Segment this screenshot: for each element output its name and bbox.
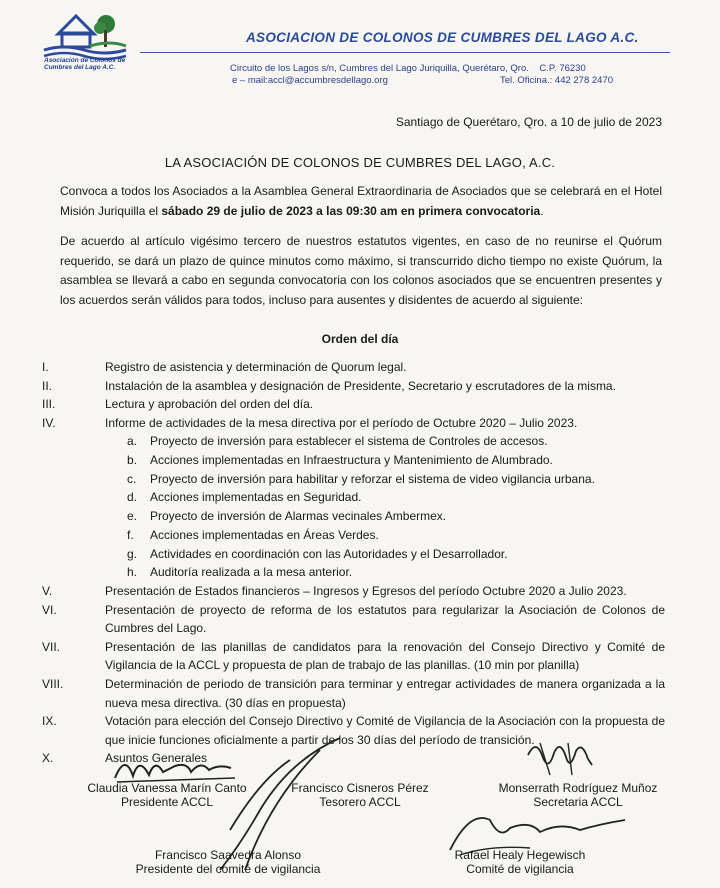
signatory-role: Comité de vigilancia — [466, 862, 574, 876]
signatory-presidente-vigilancia — [118, 848, 338, 876]
signatory-name: Claudia Vanessa Marín Canto — [87, 781, 247, 795]
agenda-item: III. Lectura y aprobación del orden del día. — [42, 397, 314, 412]
signatory-name: Francisco Saavedra Alonso — [154, 848, 302, 862]
agenda-subitem: d. Acciones implementadas en Seguridad. — [127, 490, 362, 505]
contact-line — [232, 75, 614, 86]
date-line: Santiago de Querétaro, Qro. a 10 de julio de 2023 — [395, 115, 662, 129]
association-logo-icon — [40, 6, 130, 84]
agenda-subitem: g. Actividades en coordinación con las Autoridades y el Desarrollador. — [127, 546, 508, 561]
email-text: e – mail:accl@accumbresdellago.org — [232, 75, 388, 86]
signatory-name: Monserrath Rodríguez Muñoz — [498, 781, 658, 795]
agenda-item: X. Asuntos Generales — [42, 751, 208, 766]
convocation-lead: Convoca a todos los Asociados a la Asamblea General Extraordinaria de Asociados que se celebrará en el Hotel Misión Juriquilla el — [60, 184, 662, 218]
convocation-paragraph — [60, 182, 662, 221]
agenda-subitem: a. Proyecto de inversión para establecer el sistema de Controles de accesos. — [127, 434, 548, 449]
agenda-subitem: f. Acciones implementadas en Áreas Verdes. — [127, 527, 379, 542]
logo-caption: Asociación de Colonos de Cumbres del Lago A.C. — [44, 57, 126, 71]
document-heading: LA ASOCIACIÓN DE COLONOS DE CUMBRES DEL LAGO, A.C. — [164, 155, 556, 170]
agenda-item: II. Instalación de la asamblea y designación de Presidente, Secretario y escrutadores de la misma. — [42, 378, 616, 393]
agenda-item: VIII. Determinación de periodo de transición para terminar y entregar actividades de manera organizada a la nueva mesa directiva. (30 días en propuesta) — [42, 676, 665, 710]
signatory-name: Francisco Cisneros Pérez — [291, 781, 429, 795]
agenda-subitem: c. Proyecto de inversión para habilitar y reforzar el sistema de video vigilancia urbana. — [127, 471, 595, 486]
agenda-subitem: b. Acciones implementadas en Infraestructura y Mantenimiento de Alumbrado. — [127, 453, 553, 468]
agenda-subitem: e. Proyecto de inversión de Alarmas vecinales Ambermex. — [127, 509, 447, 524]
signatory-comite-vigilancia — [430, 848, 610, 876]
signatory-secretaria — [468, 781, 688, 809]
signatory-role: Presidente del comité de vigilancia — [135, 862, 321, 876]
signatory-role: Tesorero ACCL — [319, 795, 401, 809]
agenda-item: IV. Informe de actividades de la mesa directiva por el período de Octubre 2020 – Julio 2023. — [42, 415, 578, 430]
agenda-item: IX. Votación para elección del Consejo Directivo y Comité de Vigilancia de la Asociación con la propuesta de que inicie funciones oficialmente a partir de los 30 días del período de transición. — [42, 714, 665, 747]
signature-secretaria-icon — [520, 735, 600, 780]
signatory-role: Secretaria ACCL — [533, 795, 623, 809]
header-divider — [140, 52, 670, 53]
agenda-item: V. Presentación de Estados financieros – Ingresos y Egresos del período Octubre 2020 a Julio 2023. — [42, 584, 627, 598]
organization-title: ASOCIACION DE COLONOS DE CUMBRES DEL LAGO A.C. — [246, 30, 639, 45]
agenda-list — [0, 358, 720, 768]
convocation-tail: . — [540, 203, 544, 218]
agenda-subitem: h. Auditoría realizada a la mesa anterior. — [127, 565, 353, 580]
agenda-item: VI. Presentación de proyecto de reforma de los estatutos para regularizar la Asociación de Colonos de Cumbres del Lago. — [42, 602, 665, 636]
signatory-presidente — [72, 781, 262, 809]
agenda-item: VII. Presentación de las planillas de candidatos para la renovación del Consejo Directivo y Comité de Vigilancia de la ACCL y propuesta de plan de trabajo de las planillas. (10 min por planilla) — [42, 639, 665, 673]
phone-text: Tel. Oficina.: 442 278 2470 — [500, 75, 614, 86]
signatory-role: Presidente ACCL — [120, 795, 214, 809]
organization-address: Circuito de los Lagos s/n, Cumbres del Lago Juriquilla, Querétaro, Qro. C.P. 76230 — [230, 63, 586, 74]
convocation-date-bold: sábado 29 de julio de 2023 a las 09:30 am en primera convocatoria — [161, 203, 541, 218]
agenda-title: Orden del día — [321, 332, 399, 346]
signatory-name: Rafael Healy Hegewisch — [454, 848, 586, 862]
signatory-tesorero — [280, 781, 440, 809]
agenda-item: I. Registro de asistencia y determinación de Quorum legal. — [42, 360, 407, 374]
quorum-paragraph: De acuerdo al artículo vigésimo tercero de nuestros estatutos vigentes, en caso de no reunirse el Quórum requerido, se dará un plazo de quince minutos como máximo, si transcurrido dicho tiempo no existe Quórum, la asamblea se llevará a cabo en segunda convocatoria con los colonos asociados que se encuentren presentes y los acuerdos serán válidos para todos, incluso para ausentes y disidentes de acuerdo al siguiente: — [60, 234, 662, 307]
